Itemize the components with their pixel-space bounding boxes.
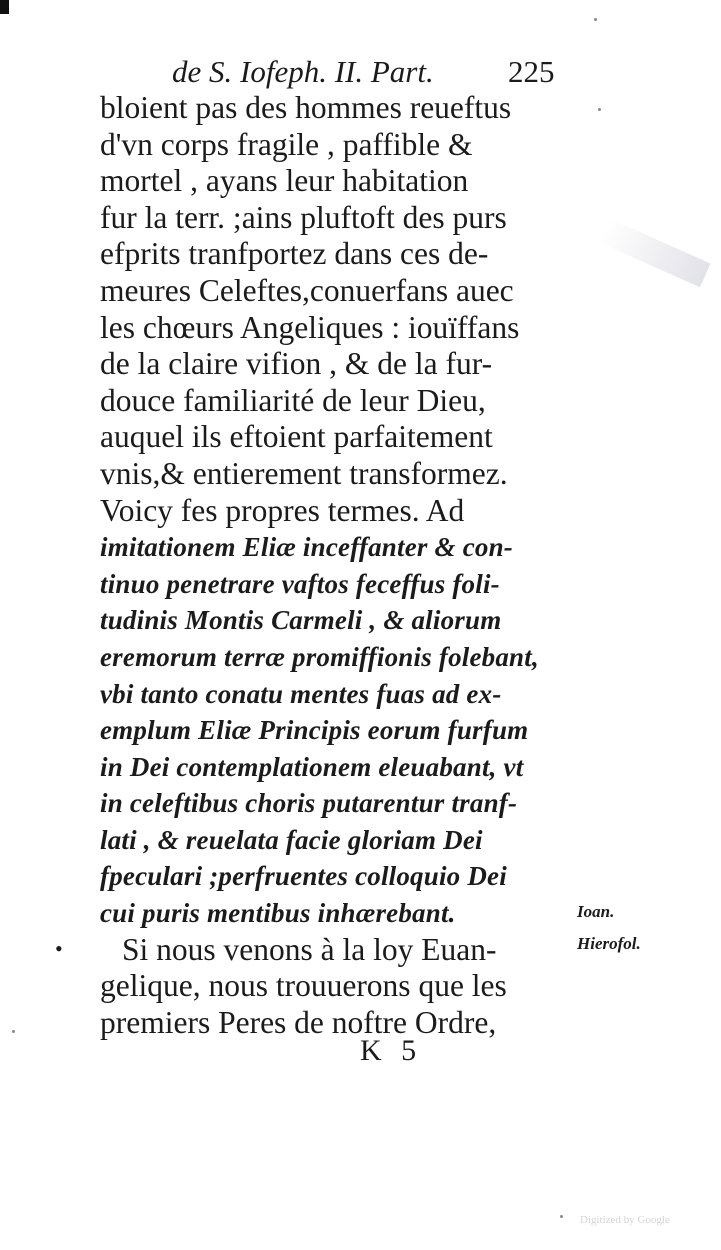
- signature-mark: K 5: [360, 1034, 423, 1067]
- latin-quote-line: lati , & reuelata facie gloriam Dei: [100, 824, 483, 855]
- latin-quote-line: cui puris mentibus inhærebant.: [100, 898, 456, 929]
- text-line: vnis,& entierement transformez.: [100, 455, 508, 491]
- latin-quote-line: vbi tanto conatu mentes fuas ad ex-: [100, 678, 502, 709]
- text-line: bloient pas des hommes reueftus: [100, 90, 512, 125]
- latin-quote-line: emplum Eliæ Principis eorum furfum: [100, 715, 529, 746]
- text-line: les chœurs Angeliques : iouïffans: [100, 309, 520, 345]
- text-line: d'vn corps fragile , paffible &: [100, 126, 473, 162]
- scan-streak: [599, 219, 710, 287]
- margin-note: Hierofol.: [577, 934, 641, 953]
- latin-quote-line: in Dei contemplationem eleuabant, vt: [100, 751, 524, 782]
- latin-quote-line: imitationem Eliæ inceffanter & con-: [100, 532, 514, 563]
- latin-quote-line: fpeculari ;perfruentes colloquio Dei: [100, 861, 507, 892]
- text-line: premiers Peres de noftre Ordre,: [100, 1004, 497, 1040]
- watermark: Digitized by Google: [580, 1214, 670, 1226]
- ink-speck: [598, 108, 601, 111]
- ink-speck: [12, 1030, 15, 1033]
- text-line: mortel , ayans leur habitation: [100, 163, 469, 199]
- running-head: de S. Iofeph. II. Part.: [172, 54, 434, 89]
- page-edge-mark: [0, 0, 9, 14]
- page-number: 225: [508, 54, 555, 89]
- ink-speck: [560, 1215, 563, 1218]
- bullet-mark: •: [55, 936, 63, 961]
- text-line: auquel ils eftoient parfaitement: [100, 419, 493, 455]
- margin-note: Ioan.: [577, 902, 615, 921]
- ink-speck: [594, 18, 597, 21]
- text-line: de la claire vifion , & de la fur-: [100, 346, 493, 382]
- text-line: Voicy fes propres termes. Ad: [100, 492, 465, 528]
- text-line: efprits tranfportez dans ces de-: [100, 236, 489, 272]
- page-header: [172, 52, 572, 92]
- body-text: [100, 90, 568, 1041]
- latin-quote-line: tinuo penetrare vaftos feceffus foli-: [100, 568, 500, 599]
- text-line: meures Celeftes,conuerfans auec: [100, 272, 514, 308]
- latin-quote-line: in celeftibus choris putarentur tranf-: [100, 788, 518, 819]
- latin-quote-line: eremorum terræ promiffionis folebant,: [100, 641, 539, 672]
- text-line: douce familiarité de leur Dieu,: [100, 382, 486, 418]
- text-line: fur la terr. ;ains pluftoft des purs: [100, 199, 507, 235]
- latin-quote-line: tudinis Montis Carmeli , & aliorum: [100, 605, 502, 636]
- text-line: gelique, nous trouuerons que les: [100, 968, 507, 1004]
- text-line: Si nous venons à la loy Euan-: [122, 931, 497, 967]
